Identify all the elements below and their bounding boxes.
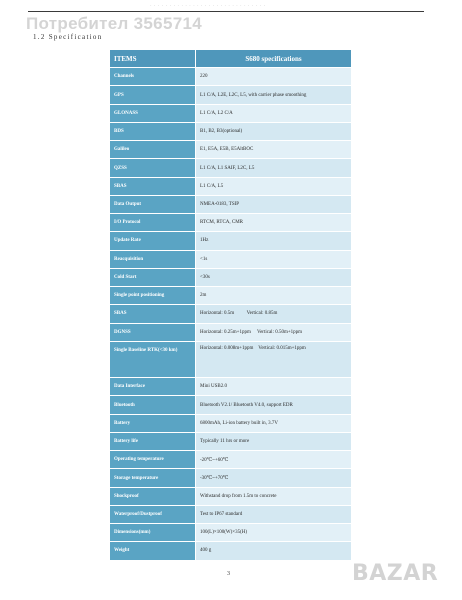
table-row <box>110 451 351 469</box>
spec-item-label: SBAS <box>110 305 196 323</box>
table-row <box>110 324 351 342</box>
spec-item-value: -20℃~+60℃ <box>196 451 351 469</box>
spec-item-value: 100(L)×100(W)×35(H) <box>196 524 351 542</box>
spec-item-label: Battery life <box>110 433 196 451</box>
table-row <box>110 488 351 506</box>
table-row <box>110 378 351 396</box>
spec-item-label: Cold Start <box>110 269 196 287</box>
bazar-logo: BAZAR <box>352 561 439 586</box>
table-row <box>110 214 351 232</box>
table-row <box>110 251 351 269</box>
spec-item-label: Single Baseline RTK(<30 km) <box>110 342 196 378</box>
spec-item-label: GLONASS <box>110 105 196 123</box>
table-row <box>110 68 351 86</box>
spec-item-value: 2m <box>196 287 351 305</box>
table-row <box>110 141 351 159</box>
spec-item-value: Horizontal: 0.25m+1ppm Vertical: 0.50m+1ppm <box>196 324 351 342</box>
page-number: 3 <box>227 571 230 577</box>
header-specifications: S680 specifications <box>196 50 351 68</box>
table-row <box>110 86 351 104</box>
table-header-row <box>110 50 351 68</box>
header-rule <box>28 11 424 12</box>
spec-item-value: RTCM, RTCA, CMR <box>196 214 351 232</box>
spec-item-label: QZSS <box>110 159 196 177</box>
table-row <box>110 123 351 141</box>
table-row <box>110 396 351 414</box>
spec-item-label: Single point positioning <box>110 287 196 305</box>
table-row <box>110 524 351 542</box>
spec-item-value: 400 g <box>196 542 351 560</box>
table-row <box>110 415 351 433</box>
spec-item-label: Galileo <box>110 141 196 159</box>
spec-item-value: L1 C/A, L1 SAIF, L2C, L5 <box>196 159 351 177</box>
header-faint-text: · · · · · · · · · · · · · · · · · · · · · · · · · · · · · · <box>150 4 266 9</box>
spec-item-label: Data Interface <box>110 378 196 396</box>
spec-item-label: Weight <box>110 542 196 560</box>
table-row <box>110 232 351 250</box>
spec-item-label: Channels <box>110 68 196 86</box>
spec-item-label: Dimensions(mm) <box>110 524 196 542</box>
spec-item-value: 1Hz <box>196 232 351 250</box>
spec-item-value: NMEA-0183, TSIP <box>196 196 351 214</box>
spec-item-label: Data Output <box>110 196 196 214</box>
spec-item-value: Horizontal: 0.5m Vertical: 0.85m <box>196 305 351 323</box>
spec-item-value: Bluetooth V2.1/ Bluetooth V4.0, support EDR <box>196 396 351 414</box>
spec-item-value: -30℃~+70℃ <box>196 469 351 487</box>
spec-item-label: Reacquisition <box>110 251 196 269</box>
spec-item-value: <1s <box>196 251 351 269</box>
spec-item-value: 220 <box>196 68 351 86</box>
table-row <box>110 542 351 560</box>
section-heading: 1.2 Specification <box>33 33 103 41</box>
spec-item-label: BDS <box>110 123 196 141</box>
table-row <box>110 287 351 305</box>
spec-item-value: B1, B2, B3(optional) <box>196 123 351 141</box>
spec-item-value: L1 C/A, L2E, L2C, L5, with carrier phase smoothing <box>196 86 351 104</box>
table-row <box>110 433 351 451</box>
spec-item-label: Shockproof <box>110 488 196 506</box>
spec-item-label: Waterproof/Dustproof <box>110 506 196 524</box>
table-row <box>110 469 351 487</box>
spec-item-label: Storage temperature <box>110 469 196 487</box>
table-row <box>110 196 351 214</box>
spec-item-label: SBAS <box>110 178 196 196</box>
spec-item-value: Withstand drop from 1.5m to concrete <box>196 488 351 506</box>
table-row <box>110 342 351 378</box>
spec-item-value: <30s <box>196 269 351 287</box>
table-row <box>110 506 351 524</box>
spec-item-value: Test to IP67 standard <box>196 506 351 524</box>
header-items: ITEMS <box>110 50 196 68</box>
spec-item-value: Typically 11 hrs or more <box>196 433 351 451</box>
spec-item-label: DGNSS <box>110 324 196 342</box>
spec-item-label: Battery <box>110 415 196 433</box>
spec-table <box>110 50 351 561</box>
table-row <box>110 305 351 323</box>
spec-item-label: Operating temperature <box>110 451 196 469</box>
spec-item-value: E1, E5A, E5B, E5AltBOC <box>196 141 351 159</box>
spec-item-label: Update Rate <box>110 232 196 250</box>
spec-item-label: I/O Protocol <box>110 214 196 232</box>
table-row <box>110 105 351 123</box>
table-row <box>110 178 351 196</box>
user-watermark: Потребител 3565714 <box>26 14 202 33</box>
table-row <box>110 159 351 177</box>
spec-item-value: Mini USB2.0 <box>196 378 351 396</box>
spec-item-label: Bluetooth <box>110 396 196 414</box>
spec-item-value: L1 C/A, L2 C/A <box>196 105 351 123</box>
spec-item-value: Horizontal: 0.008m+1ppm Vertical: 0.015m+1ppm <box>196 342 351 378</box>
spec-item-value: 6800mAh, Li-ion battery built in, 3.7V <box>196 415 351 433</box>
spec-item-label: GPS <box>110 86 196 104</box>
spec-item-value: L1 C/A, L5 <box>196 178 351 196</box>
table-row <box>110 269 351 287</box>
